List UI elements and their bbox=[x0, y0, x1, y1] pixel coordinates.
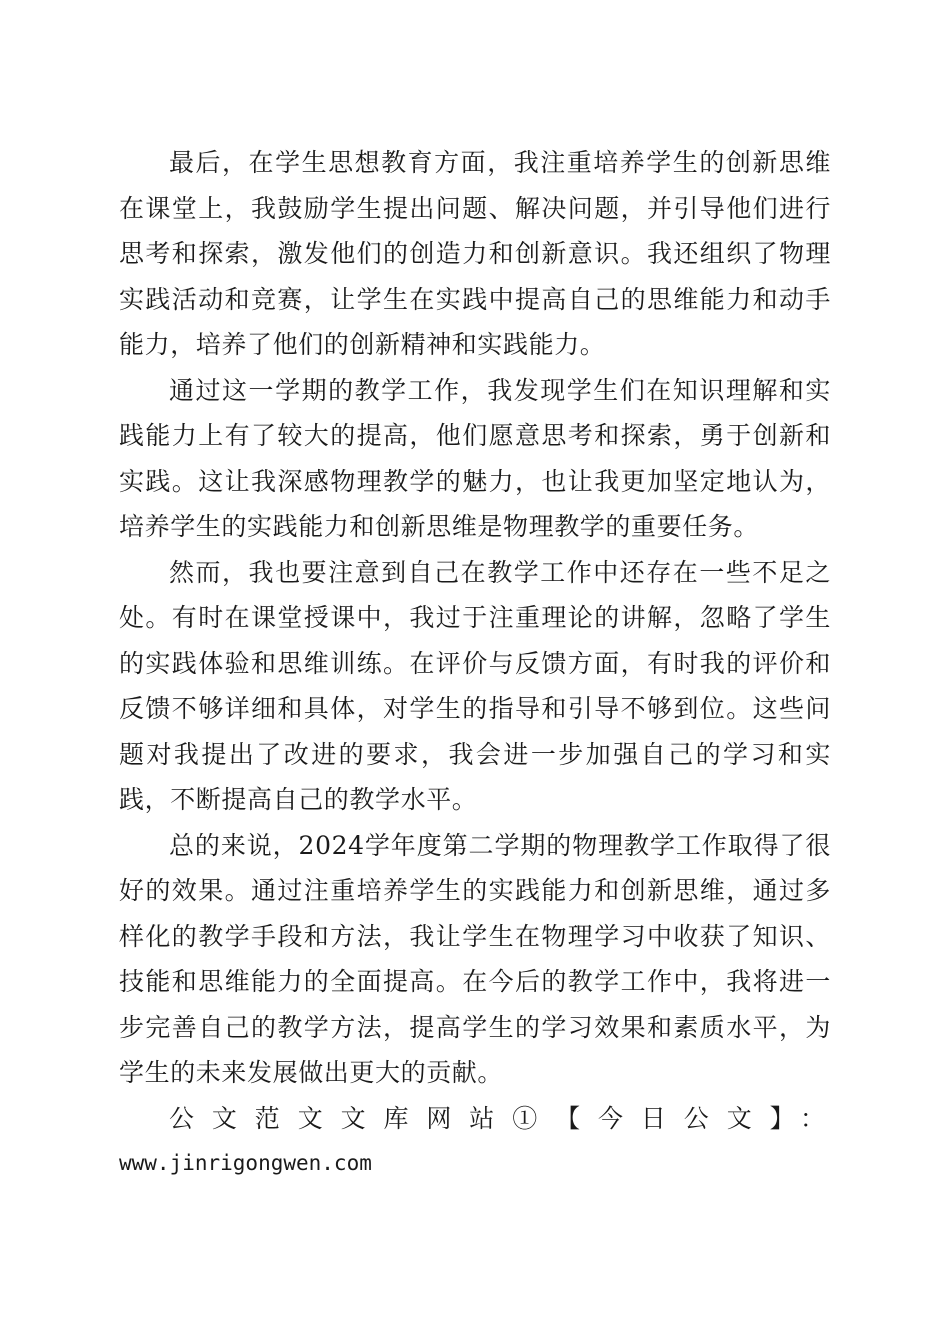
paragraph-semester-results: 通过这一学期的教学工作，我发现学生们在知识理解和实践能力上有了较大的提高，他们愿意思考和探索，勇于创新和实践。这让我深感物理教学的魅力，也让我更加坚定地认为，培养学生的实践能力和创新思维是物理教学的重要任务。 bbox=[119, 375, 831, 541]
document-body bbox=[119, 140, 831, 1187]
footer-site-url[interactable]: www.jinrigongwen.com bbox=[119, 1151, 372, 1175]
footer-site-label: 公文范文文库网站①【今日公文】： bbox=[169, 1103, 831, 1133]
paragraph-shortcomings: 然而，我也要注意到自己在教学工作中还存在一些不足之处。有时在课堂授课中，我过于注重理论的讲解，忽略了学生的实践体验和思维训练。在评价与反馈方面，有时我的评价和反馈不够详细和具体，对学生的指导和引导不够到位。这些问题对我提出了改进的要求，我会进一步加强自己的学习和实践，不断提高自己的教学水平。 bbox=[119, 557, 831, 814]
paragraph-summary: 总的来说，2024学年度第二学期的物理教学工作取得了很好的效果。通过注重培养学生的实践能力和创新思维，通过多样化的教学手段和方法，我让学生在物理学习中收获了知识、技能和思维能力的全面提高。在今后的教学工作中，我将进一步完善自己的教学方法，提高学生的学习效果和素质水平，为学生的未来发展做出更大的贡献。 bbox=[119, 830, 831, 1087]
paragraph-thought-education: 最后，在学生思想教育方面，我注重培养学生的创新思维在课堂上，我鼓励学生提出问题、解决问题，并引导他们进行思考和探索，激发他们的创造力和创新意识。我还组织了物理实践活动和竞赛，让学生在实践中提高自己的思维能力和动手能力，培养了他们的创新精神和实践能力。 bbox=[119, 148, 831, 359]
